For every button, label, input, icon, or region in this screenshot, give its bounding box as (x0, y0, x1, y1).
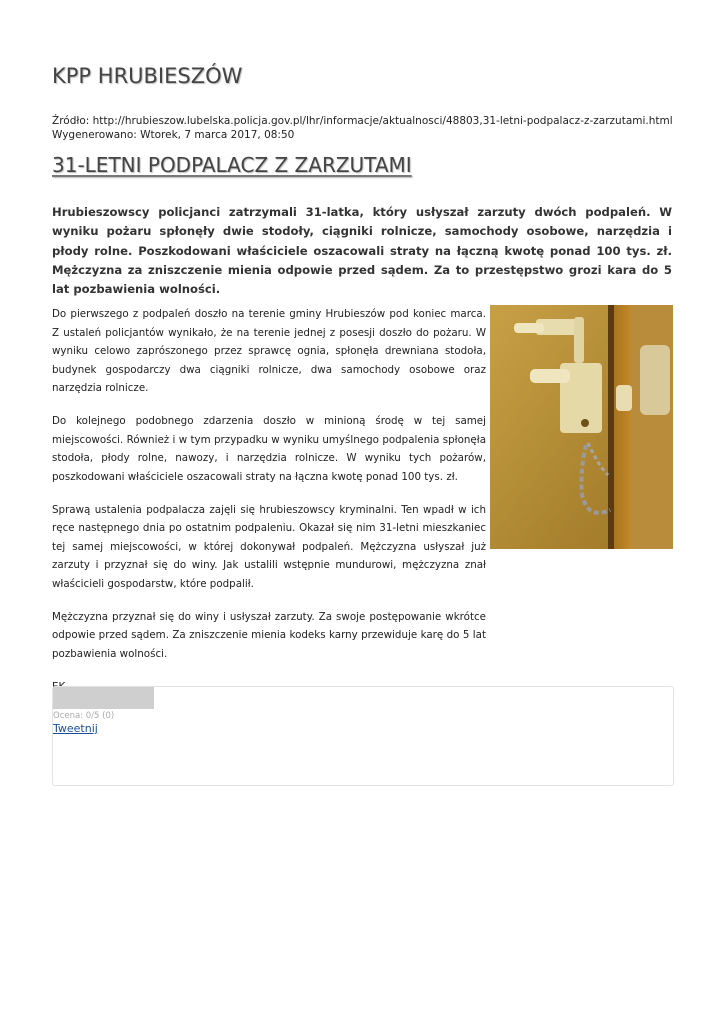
generated-date: Wygenerowano: Wtorek, 7 marca 2017, 08:50 (52, 129, 295, 141)
article-paragraph: Do pierwszego z podpaleń doszło na terenie gminy Hrubieszów pod koniec marca. Z ustaleń policjantów wynikało, że na terenie jednej z posesji doszło do pożaru. W wyniku celowo zaprószonego przez sprawcę ognia, spłonęła drewniana stodoła, budynek gospodarczy dwa ciągniki rolnicze, dwa samochody osobowe oraz narzędzia rolnicze. (52, 308, 486, 394)
rating-widget (52, 686, 674, 786)
article-paragraph: Mężczyzna przyznał się do winy i usłyszał zarzuty. Za swoje postępowanie wkrótce odpowie przed sądem. Za zniszczenie mienia kodeks karny przewiduje karę do 5 lat pozbawienia wolności. (52, 610, 486, 660)
article-photo-door-lock (490, 305, 673, 549)
source-url: Źródło: http://hrubieszow.lubelska.policja.gov.pl/lhr/informacje/aktualnosci/48803,31-letni-podpalacz-z-zarzutami.html (52, 115, 673, 127)
article-title: 31-LETNI PODPALACZ Z ZARZUTAMI (52, 153, 412, 177)
site-title: KPP HRUBIESZÓW (52, 64, 243, 88)
article-paragraph: Sprawą ustalenia podpalacza zajęli się hrubieszowscy kryminalni. Ten wpadł w ich ręce następnego dnia po ostatnim podpaleniu. Okazał się nim 31-letni mieszkaniec tej samej miejscowości, w której dokonywał podpaleń. Mężczyzna usłyszał już zarzuty i przyznał się do winy. Jak ustalili wstępnie mundurowi, mężczyzna znał właścicieli gospodarstw, które podpalił. (52, 503, 486, 590)
article-lead: Hrubieszowscy policjanci zatrzymali 31-latka, który usłyszał zarzuty dwóch podpaleń. W wyniku pożaru spłonęły dwie stodoły, ciągniki rolnicze, samochody osobowe, narzędzia i płody rolne. Poszkodowani właściciele oszacowali straty na łączną kwotę ponad 100 tys. zł. Mężczyzna za zniszczenie mienia odpowie przed sądem. Za to przestępstwo grozi kara do 5 lat pozbawienia wolności. (52, 205, 672, 297)
article-body (52, 305, 486, 711)
rating-text: Ocena: 0/5 (0) (53, 711, 115, 721)
article-paragraph: Do kolejnego podobnego zdarzenia doszło w minioną środę w tej samej miejscowości. Również i w tym przypadku w wyniku umyślnego podpalenia spłonęła stodoła, płody rolne, nawozy, i narzędzia rolnicze. W wyniku tych pożarów, poszkodowani właściciele oszacowali straty na łączna kwotę ponad 100 tys. zł. (52, 415, 486, 483)
tweet-link[interactable]: Tweetnij (53, 722, 98, 735)
rating-stars[interactable] (53, 687, 154, 709)
print-meta (52, 114, 682, 142)
